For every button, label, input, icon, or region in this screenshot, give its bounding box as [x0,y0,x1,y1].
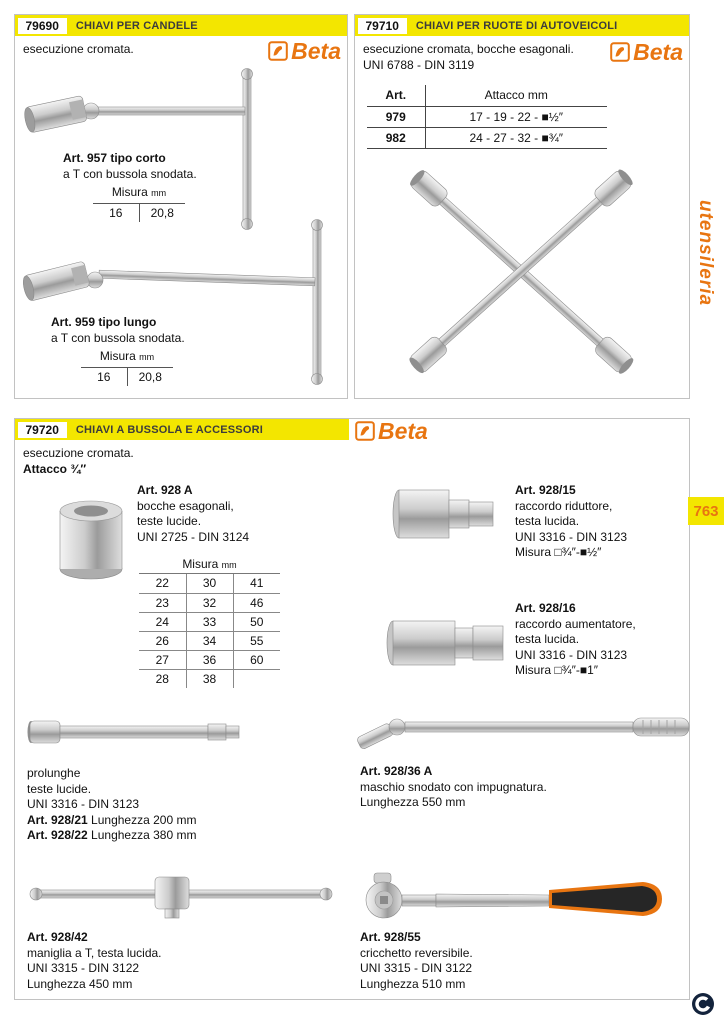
product-desc: Lunghezza 450 mm [27,976,133,991]
misura-cell: 22 [139,574,186,593]
table-row [139,612,280,631]
misura-cell: 36 [186,650,233,669]
measure-label: Misura [99,349,136,363]
product-desc: prolunghe [27,766,81,780]
product-name: Art. 928/21 [27,812,88,827]
measure-label: Misura [182,557,219,571]
product-92836-text [360,764,547,811]
section-header [15,15,347,36]
misura-cell: 55 [233,631,280,650]
product-desc: raccordo riduttore, [515,498,613,513]
product-desc: maschio snodato con impugnatura. [360,779,547,794]
swivel-handle-image [353,697,693,757]
prolunghe-text [27,766,196,844]
misura-cell [233,669,280,688]
t-handle-image [27,869,337,921]
misura-cell: 46 [233,593,280,612]
col-header-art: Art. [367,85,425,106]
beta-wordmark: Beta [291,38,341,64]
product-desc: maniglia a T, testa lucida. [27,945,162,960]
misura-cell: 28 [139,669,186,688]
section-title: CHIAVI PER RUOTE DI AUTOVEICOLI [415,19,618,32]
product-desc: Lunghezza 200 mm [91,812,197,827]
section-header [15,419,349,440]
product-desc: testa lucida. [515,514,580,528]
product-desc: UNI 3316 - DIN 3123 [515,529,628,544]
measure-unit: mm [139,352,155,362]
measure-unit: mm [151,188,167,198]
intro-line: esecuzione cromata, bocche esagonali. [363,42,574,56]
intro-line: esecuzione cromata. [23,446,134,460]
intro-text [23,446,134,477]
product-desc: teste lucide. [137,514,202,528]
product-desc: raccordo aumentatore, [515,616,636,631]
table-row [367,127,607,148]
table-row [139,593,280,612]
attacco-cell: 17 - 19 - 22 - ■½″ [425,106,607,127]
measure-unit: mm [221,560,237,570]
product-name: Art. 928/42 [27,930,88,944]
product-957-text [63,151,197,222]
misura-cell: 60 [233,650,280,669]
measure-value: 16 [81,368,128,386]
product-959-text [51,315,185,386]
product-desc: testa lucida. [515,632,580,646]
section-header [355,15,689,36]
beta-logo [355,420,428,442]
product-desc: Misura □¾″-■½″ [515,545,602,559]
intro-text [363,42,574,73]
measure-table [93,185,185,222]
product-name: Art. 928/16 [515,601,576,615]
ratchet-image [357,867,667,929]
section-chiavi-per-candele [14,14,348,399]
intro-text: esecuzione cromata. [23,42,134,56]
misura-cell: 38 [186,669,233,688]
product-name: Art. 957 tipo corto [63,151,166,165]
product-name: Art. 928/55 [360,930,421,944]
product-desc: Lunghezza 380 mm [91,828,197,842]
beta-logo [610,41,683,63]
cross-wheel-wrench-image [379,157,664,392]
page-number-badge: 763 [688,497,724,525]
product-928a-text [137,483,249,545]
beta-hand-icon [268,41,288,61]
misura-cell: 41 [233,574,280,593]
misura-cell: 23 [139,593,186,612]
intro-line-attacco: Attacco ¾″ [23,461,87,476]
section-chiavi-a-bussola [14,418,690,1000]
art-cell: 982 [367,127,425,148]
table-row [139,669,280,688]
extension-bar-image [27,705,242,760]
table-row [139,574,280,593]
measure-value: 20,8 [138,369,162,384]
measure-value: 16 [93,204,140,222]
section-chiavi-per-ruote [354,14,690,399]
section-code: 79720 [18,422,67,438]
product-line [27,828,196,844]
product-name: Art. 959 tipo lungo [51,315,157,329]
product-desc: Lunghezza 550 mm [360,795,466,809]
product-desc: UNI 3315 - DIN 3122 [360,961,473,975]
footer-c-logo-icon [691,992,715,1016]
section-code: 79690 [18,18,67,34]
misura-cell: 33 [186,612,233,631]
product-desc: UNI 3316 - DIN 3123 [27,797,140,811]
product-92816-text [515,601,636,679]
product-desc: Misura □¾″-■1″ [515,663,599,677]
table-row [367,106,607,127]
table-row [139,631,280,650]
product-desc: Lunghezza 510 mm [360,976,466,991]
product-desc: a T con bussola snodata. [51,330,185,345]
product-desc: UNI 3315 - DIN 3122 [27,961,140,975]
measure-table-header [81,349,173,368]
product-92842-text [27,930,162,992]
art-cell: 979 [367,106,425,127]
beta-hand-icon [610,42,630,62]
product-desc: a T con bussola snodata. [63,166,197,181]
reducer-adapter-image [387,481,505,549]
beta-wordmark: Beta [378,418,428,444]
beta-hand-icon [355,421,375,441]
product-desc: UNI 2725 - DIN 3124 [137,529,250,544]
beta-wordmark: Beta [633,39,683,65]
product-name: Art. 928/15 [515,483,576,497]
measure-table [81,349,173,386]
product-name: Art. 928/22 [27,828,88,842]
beta-logo [268,40,341,62]
misura-cell: 24 [139,612,186,631]
product-desc: cricchetto reversibile. [360,945,473,960]
socket-928a-image [41,495,141,587]
table-row [139,650,280,669]
misura-cell: 50 [233,612,280,631]
product-92815-text [515,483,627,561]
misura-cell: 27 [139,650,186,669]
wheel-wrench-size-table [367,85,607,149]
misura-cell: 34 [186,631,233,650]
product-desc: UNI 3316 - DIN 3123 [515,647,628,662]
attacco-cell: 24 - 27 - 32 - ■¾″ [425,127,607,148]
product-name: Art. 928/36 A [360,764,433,778]
measure-table-header [93,185,185,204]
product-line [27,813,196,829]
sidebar-category-label: utensileria [695,200,716,307]
measure-values [81,368,173,386]
table-header-row [367,85,607,106]
enlarger-adapter-image [381,605,516,680]
measure-table-header [139,557,280,574]
misura-cell: 32 [186,593,233,612]
product-name: Art. 928 A [137,483,193,497]
section-title: CHIAVI A BUSSOLA E ACCESSORI [75,423,263,436]
misura-table [139,574,280,688]
col-header-attacco: Attacco mm [425,85,607,106]
intro-line: UNI 6788 - DIN 3119 [363,57,475,72]
measure-label: Misura [111,185,148,199]
product-desc: bocche esagonali, [137,498,234,513]
misura-grid [139,557,280,688]
measure-value: 20,8 [150,205,174,220]
misura-cell: 26 [139,631,186,650]
product-92855-text [360,930,473,992]
section-title: CHIAVI PER CANDELE [75,19,198,32]
product-desc: teste lucide. [27,781,92,796]
section-code: 79710 [358,18,407,34]
misura-cell: 30 [186,574,233,593]
